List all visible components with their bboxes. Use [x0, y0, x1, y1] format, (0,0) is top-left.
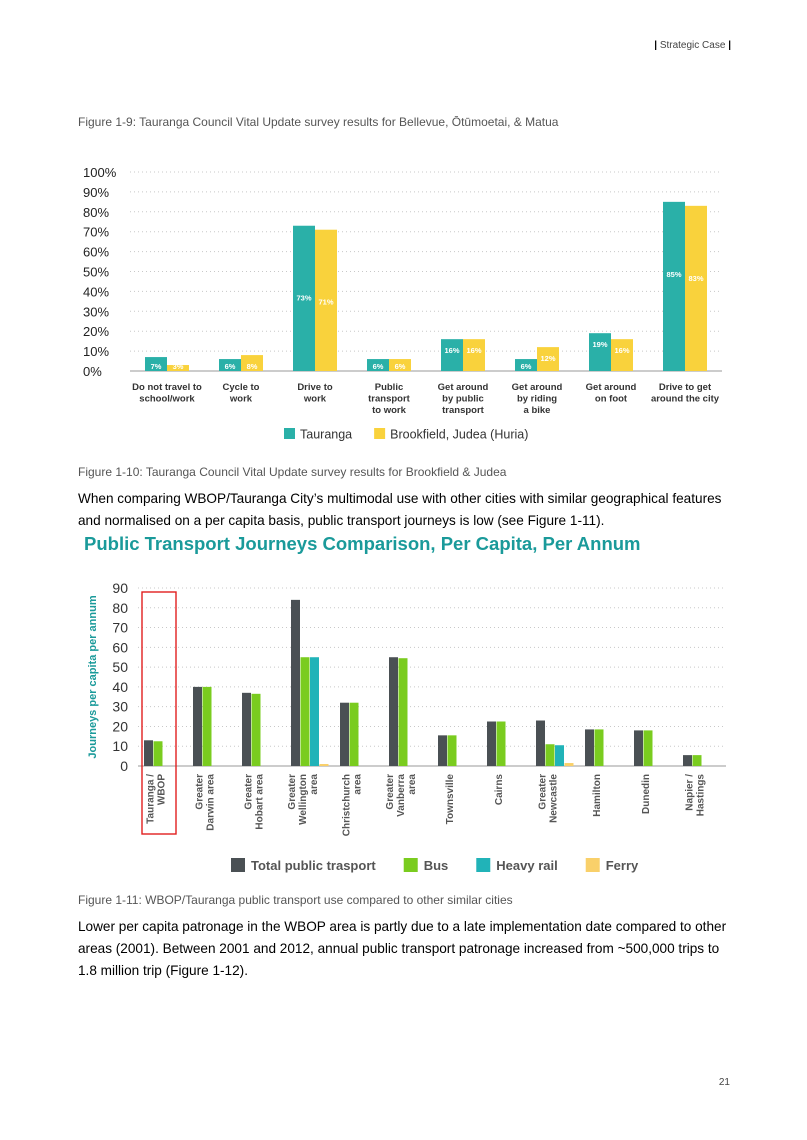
bar-value-label: 16% — [444, 346, 460, 356]
category-label: Christchurch — [341, 774, 353, 837]
category-label: Cairns — [494, 774, 505, 806]
bar — [193, 687, 202, 766]
bar — [685, 206, 707, 371]
bar — [546, 744, 555, 766]
figure-1-9-caption: Figure 1-9: Tauranga Council Vital Update survey results for Bellevue, Ōtūmoetai, & Matua — [78, 115, 559, 129]
bar — [399, 658, 408, 766]
bar-value-label: 6% — [520, 362, 532, 371]
page-header — [654, 40, 731, 51]
legend-swatch — [404, 858, 418, 872]
y-tick-label: 10 — [112, 738, 128, 755]
legend-label: Heavy rail — [496, 858, 558, 873]
bar — [644, 730, 653, 766]
bar-value-label: 16% — [614, 346, 630, 356]
bar — [350, 703, 359, 766]
page-number: 21 — [718, 1077, 730, 1088]
survey-bar-chart — [0, 150, 807, 450]
bar — [320, 764, 329, 766]
bar-value-label: 71% — [318, 297, 334, 307]
bar — [291, 600, 300, 766]
legend-label: Total public trasport — [251, 858, 376, 873]
category-label: Cycle to — [222, 382, 260, 393]
y-tick-label: 30 — [112, 698, 128, 715]
bar — [589, 333, 611, 371]
category-label: Get around — [437, 382, 489, 393]
bar-value-label: 6% — [224, 362, 236, 371]
bar-value-label: 12% — [540, 354, 556, 364]
bar — [301, 657, 310, 766]
category-label: to work — [372, 405, 406, 416]
y-tick-label: 60 — [112, 639, 128, 656]
category-label: transport — [442, 405, 484, 416]
y-tick-label: 10% — [83, 344, 110, 360]
y-tick-label: 90% — [83, 184, 110, 200]
bar — [448, 735, 457, 766]
legend-swatch — [284, 428, 295, 439]
category-label: Greater — [287, 774, 298, 810]
bar — [487, 722, 496, 767]
category-label: area — [309, 774, 320, 795]
category-label: Get around — [585, 382, 637, 393]
bar — [497, 722, 506, 767]
category-label: Hamilton — [592, 774, 603, 817]
bar — [565, 763, 574, 766]
bar — [555, 745, 564, 766]
category-label: Do not travel to — [132, 382, 202, 393]
y-tick-label: 80 — [112, 599, 128, 616]
legend-label: Bus — [423, 858, 449, 873]
y-tick-label: 30% — [83, 304, 110, 320]
y-tick-label: 80% — [83, 204, 110, 220]
figure-1-11-caption: Figure 1-11: WBOP/Tauranga public transport use compared to other similar cities — [78, 893, 513, 907]
header-label: Strategic Case — [659, 40, 726, 51]
legend-swatch — [476, 858, 490, 872]
bar — [203, 687, 212, 766]
category-label: Greater — [385, 774, 396, 810]
bar — [595, 729, 604, 766]
y-tick-label: 40% — [83, 284, 110, 300]
bar-value-label: 7% — [150, 362, 162, 371]
category-label: Townsville — [445, 774, 456, 825]
category-label: WBOP — [156, 774, 168, 806]
bar — [310, 657, 319, 766]
category-label: Drive to get — [658, 382, 712, 393]
y-axis-label: Journeys per capita per annum — [87, 595, 99, 759]
category-label: Greater — [194, 774, 206, 810]
header-left-bar: | — [654, 40, 658, 51]
category-label: area — [352, 774, 364, 795]
category-label: Greater — [243, 774, 255, 810]
bar-value-label: 85% — [666, 269, 682, 279]
bar — [663, 202, 685, 371]
bar-value-label: 8% — [246, 362, 258, 371]
legend-label: Ferry — [605, 858, 639, 873]
legend-swatch — [374, 428, 385, 439]
category-label: Wellington — [298, 774, 309, 825]
bar — [683, 755, 692, 766]
category-label: Napier / — [684, 774, 696, 811]
y-tick-label: 70 — [112, 619, 128, 636]
y-tick-label: 50 — [112, 659, 128, 676]
category-label: Get around — [511, 382, 563, 393]
y-tick-label: 20% — [83, 324, 110, 340]
category-label: transport — [368, 393, 410, 405]
bar-value-label: 3% — [172, 362, 184, 371]
category-label: Darwin area — [205, 774, 217, 831]
category-label: by public — [442, 393, 484, 405]
header-right-bar: | — [728, 40, 731, 51]
category-label: Newcastle — [548, 774, 560, 823]
category-label: work — [303, 393, 327, 405]
bar-value-label: 73% — [296, 293, 312, 303]
category-label: Hastings — [695, 774, 707, 817]
y-tick-label: 20 — [112, 718, 128, 735]
bar-value-label: 16% — [466, 346, 482, 356]
bar-value-label: 6% — [394, 362, 406, 371]
category-label: by riding — [516, 393, 558, 405]
category-label: Greater — [537, 774, 549, 810]
category-label: Dunedin — [641, 774, 652, 814]
category-label: Tauranga / — [145, 774, 157, 824]
category-label: school/work — [139, 393, 195, 405]
bar — [340, 703, 349, 766]
category-label: Drive to — [297, 382, 333, 393]
legend-label: Brookfield, Judea (Huria) — [390, 427, 529, 442]
bar — [634, 730, 643, 766]
chart-2-title: Public Transport Journeys Comparison, Per Capita, Per Annum — [84, 533, 641, 554]
bar — [585, 729, 594, 766]
category-label: work — [229, 393, 253, 405]
bar — [242, 693, 251, 766]
paragraph-2: Lower per capita patronage in the WBOP area is partly due to a late implementation date compared to other areas (2001). Between 2001 and 2012, annual public transport patronage increased from ~500,000 trips to 1.8 million trip (Figure 1-12). — [78, 919, 727, 978]
y-tick-label: 100% — [83, 165, 117, 180]
y-tick-label: 40 — [112, 678, 128, 695]
bar — [438, 735, 447, 766]
y-tick-label: 50% — [83, 264, 110, 280]
y-tick-label: 70% — [83, 224, 110, 240]
bar-value-label: 19% — [592, 340, 608, 350]
y-tick-label: 60% — [83, 244, 110, 260]
bar — [536, 721, 545, 766]
category-label: Vanberra — [396, 774, 407, 817]
legend-swatch — [231, 858, 245, 872]
bar — [389, 657, 398, 766]
figure-1-10-caption: Figure 1-10: Tauranga Council Vital Update survey results for Brookfield & Judea — [78, 465, 507, 479]
category-label: Public — [374, 382, 404, 393]
bar — [144, 740, 153, 766]
pt-journeys-bar-chart — [0, 572, 807, 884]
bar-value-label: 6% — [372, 362, 384, 371]
category-label: area — [407, 774, 418, 795]
category-label: a bike — [523, 405, 551, 416]
y-tick-label: 90 — [112, 580, 128, 596]
paragraph-1: When comparing WBOP/Tauranga City’s multimodal use with other cities with similar geographical features and normalised on a per capita basis, public transport journeys is low (see Figure 1-11). — [78, 491, 722, 528]
category-label: on foot — [594, 393, 628, 405]
bar — [154, 741, 163, 766]
bar-value-label: 83% — [688, 273, 704, 283]
y-tick-label: 0% — [83, 364, 102, 379]
legend-swatch — [586, 858, 600, 872]
category-label: Hobart area — [254, 774, 266, 830]
legend-label: Tauranga — [300, 427, 353, 442]
y-tick-label: 0 — [120, 758, 128, 774]
category-label: around the city — [650, 393, 720, 405]
bar — [252, 694, 261, 766]
bar — [693, 755, 702, 766]
